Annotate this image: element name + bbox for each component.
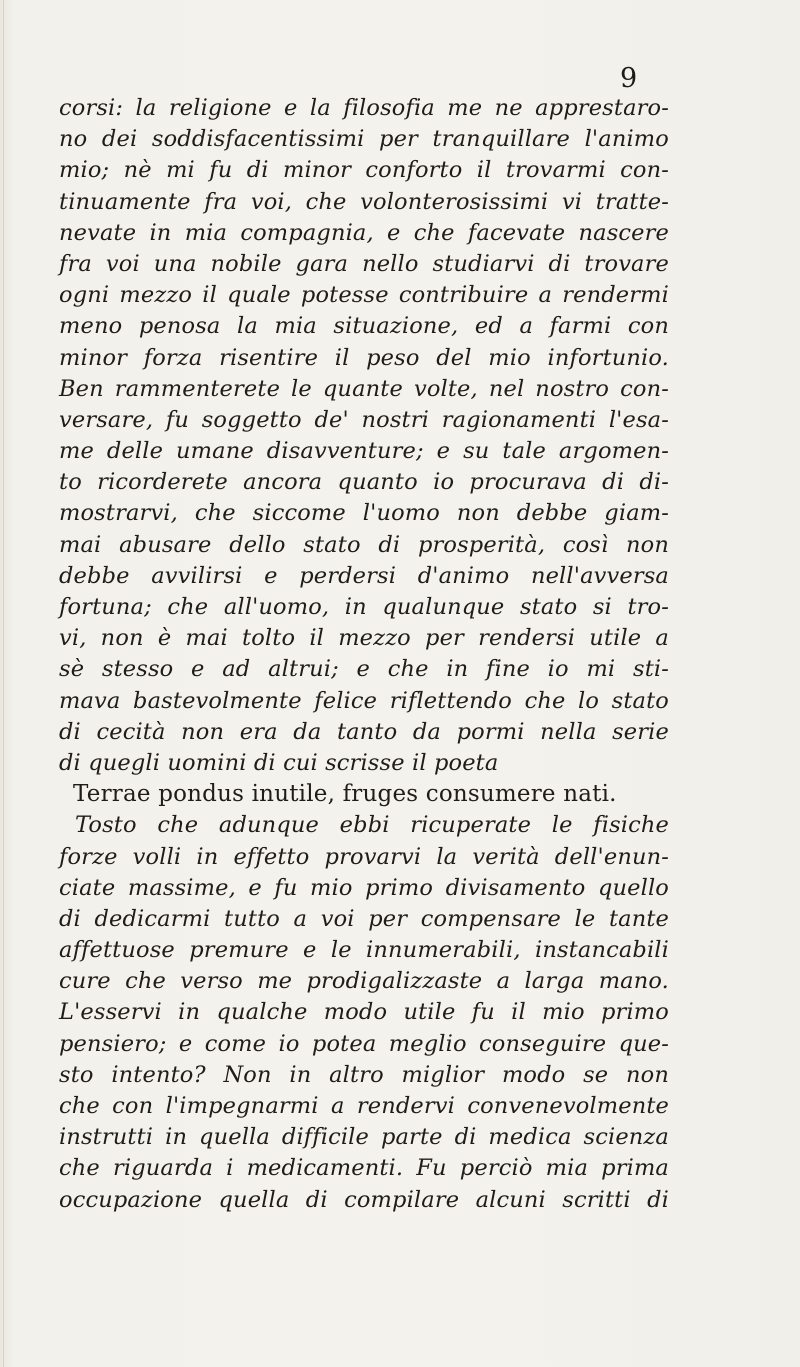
text-line: cure che verso me prodigalizzaste a larga mano. bbox=[59, 968, 669, 995]
text-line: versare, fu soggetto de' nostri ragionamenti l'esa- bbox=[59, 406, 669, 433]
text-line: vi, non è mai tolto il mezzo per rendersi utile a bbox=[59, 625, 669, 652]
page-number: 9 bbox=[620, 63, 638, 94]
text-line: to ricorderete ancora quanto io procurava di di- bbox=[59, 469, 669, 496]
text-line: di quegli uomini di cui scrisse il poeta bbox=[59, 749, 499, 776]
text-line: mostrarvi, che siccome l'uomo non debbe giam- bbox=[59, 500, 669, 527]
text-line: ogni mezzo il quale potesse contribuire a rendermi bbox=[59, 282, 669, 309]
text-line: sto intento? Non in altro miglior modo se non bbox=[59, 1061, 669, 1088]
text-line: di cecità non era da tanto da pormi nella serie bbox=[59, 718, 669, 745]
text-line: instrutti in quella difficile parte di medica scienza bbox=[59, 1124, 669, 1151]
text-line: me delle umane disavventure; e su tale argomen- bbox=[59, 438, 669, 465]
text-line: mai abusare dello stato di prosperità, così non bbox=[59, 531, 669, 558]
text-line: fortuna; che all'uomo, in qualunque stato si tro- bbox=[59, 594, 669, 620]
body-text bbox=[59, 93, 669, 1216]
text-line: nevate in mia compagnia, e che facevate nascere bbox=[59, 219, 669, 246]
text-line: di dedicarmi tutto a voi per compensare le tante bbox=[59, 905, 669, 932]
text-line: debbe avvilirsi e perdersi d'animo nell'avversa bbox=[59, 562, 669, 589]
text-line: mava bastevolmente felice riflettendo che lo stato bbox=[59, 687, 669, 714]
text-line: fra voi una nobile gara nello studiarvi di trovare bbox=[59, 250, 669, 277]
text-line: mio; nè mi fu di minor conforto il trovarmi con- bbox=[59, 157, 669, 184]
text-line: pensiero; e come io potea meglio conseguire que- bbox=[59, 1030, 669, 1057]
text-line: L'esservi in qualche modo utile fu il mio primo bbox=[59, 999, 669, 1026]
text-line: occupazione quella di compilare alcuni scritti di bbox=[59, 1186, 669, 1213]
text-line: meno penosa la mia situazione, ed a farmi con bbox=[59, 313, 669, 340]
text-line: no dei soddisfacentissimi per tranquillare l'animo bbox=[59, 126, 669, 153]
text-line: che con l'impegnarmi a rendervi convenevolmente bbox=[59, 1093, 669, 1119]
text-line: affettuose premure e le innumerabili, instancabili bbox=[59, 937, 669, 964]
text-line: corsi: la religione e la filosofia me ne apprestaro- bbox=[59, 95, 669, 121]
text-line: che riguarda i medicamenti. Fu perciò mia prima bbox=[59, 1155, 669, 1182]
text-line: minor forza risentire il peso del mio infortunio. bbox=[59, 344, 669, 371]
text-line: Ben rammenterete le quante volte, nel nostro con- bbox=[59, 375, 669, 402]
text-line: sè stesso e ad altrui; e che in fine io mi sti- bbox=[59, 656, 669, 683]
text-line: ciate massime, e fu mio primo divisamento quello bbox=[59, 874, 669, 901]
page-gutter-edge bbox=[3, 0, 4, 1367]
text-line: tinuamente fra voi, che volonterosissimi vi tratte- bbox=[59, 188, 669, 215]
text-line: forze volli in effetto provarvi la verità dell'enun- bbox=[59, 843, 669, 870]
quoted-verse-line: Terrae pondus inutile, fruges consumere nati. bbox=[73, 781, 617, 808]
text-line: Tosto che adunque ebbi ricuperate le fisiche bbox=[75, 812, 669, 839]
